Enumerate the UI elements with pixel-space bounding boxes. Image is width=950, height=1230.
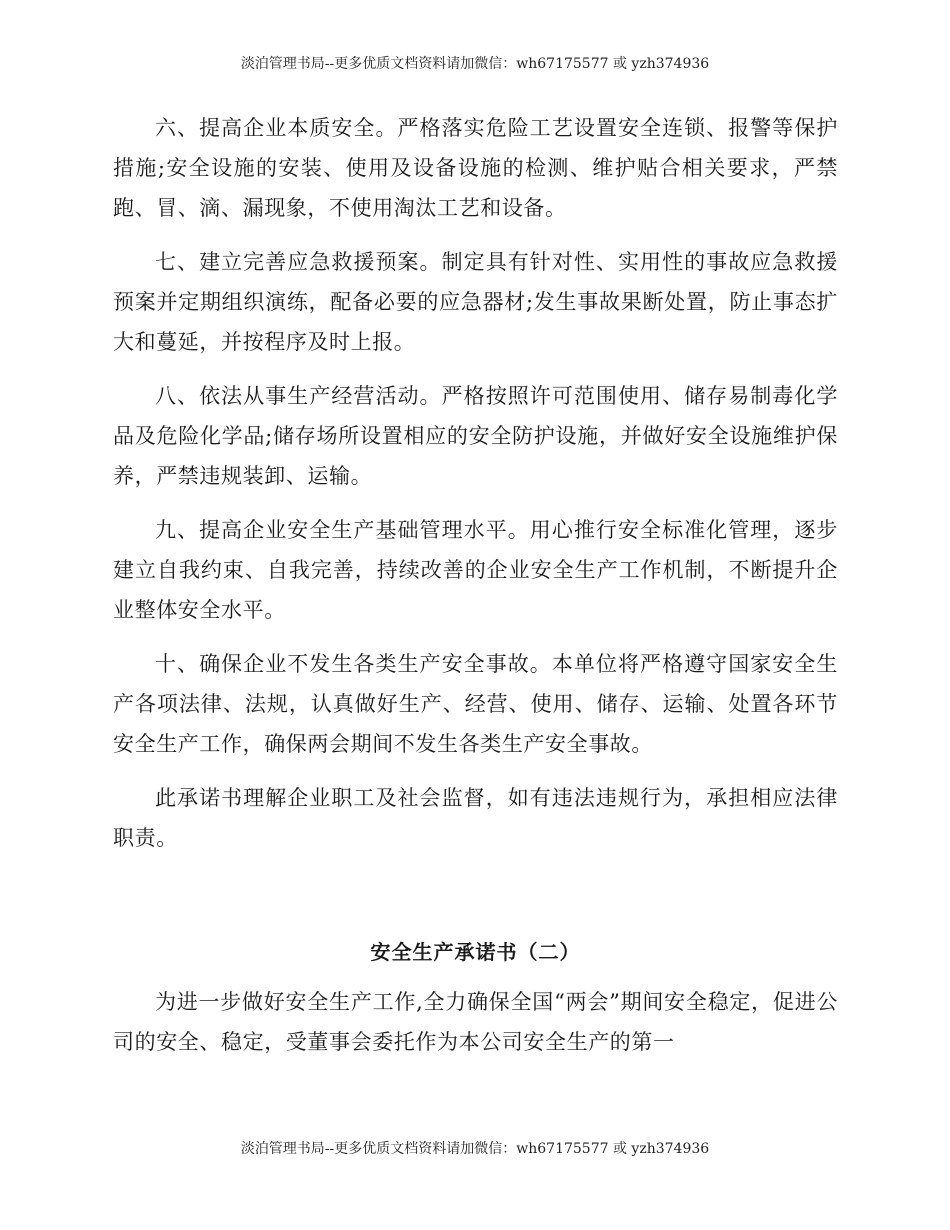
page-header: 淡泊管理书局--更多优质文档资料请加微信：wh67175577 或 yzh374936 [240,56,710,72]
document-body [113,108,838,1062]
section-title: 安全生产承诺书（二） [370,940,581,964]
paragraph-closing: 此承诺书理解企业职工及社会监督，如有违法违规行为，承担相应法律职责。 [113,786,838,850]
paragraph-item-10: 十、确保企业不发生各类生产安全事故。本单位将严格遵守国家安全生产各项法律、法规，认真做好生产、经营、使用、储存、运输、处置各环节安全生产工作，确保两会期间不发生各类生产安全事故。 [113,652,838,756]
paragraph-item-9: 九、提高企业安全生产基础管理水平。用心推行安全标准化管理，逐步建立自我约束、自我完善，持续改善的企业安全生产工作机制，不断提升企业整体安全水平。 [113,518,838,622]
paragraph-item-6: 六、提高企业本质安全。严格落实危险工艺设置安全连锁、报警等保护措施;安全设施的安装、使用及设备设施的检测、维护贴合相关要求，严禁跑、冒、滴、漏现象，不使用淘汰工艺和设备。 [113,116,838,220]
page-footer: 淡泊管理书局--更多优质文档资料请加微信：wh67175577 或 yzh374936 [240,1141,710,1157]
paragraph-item-8: 八、依法从事生产经营活动。严格按照许可范围使用、储存易制毒化学品及危险化学品;储存场所设置相应的安全防护设施，并做好安全设施维护保养，严禁违规装卸、运输。 [113,384,838,488]
section-intro-paragraph: 为进一步做好安全生产工作,全力确保全国“两会”期间安全稳定，促进公司的安全、稳定，受董事会委托作为本公司安全生产的第一 [113,990,838,1054]
paragraph-item-7: 七、建立完善应急救援预案。制定具有针对性、实用性的事故应急救援预案并定期组织演练，配备必要的应急器材;发生事故果断处置，防止事态扩大和蔓延，并按程序及时上报。 [113,250,838,354]
